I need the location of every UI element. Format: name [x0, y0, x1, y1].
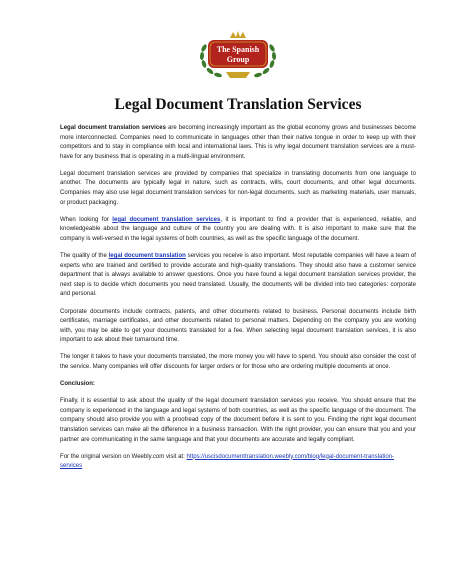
company-logo [60, 28, 416, 82]
conclusion-paragraph: Finally, it is essential to ask about the quality of the legal document translation services you receive. You should ensure that the company is experienced in the language and legal systems of both countries, as well as the specific language of the document. The company should also provide you with a proofread copy of the document before it is sent to you. Finding the right legal document translation services can make all the difference in a business transaction. With the right provider, you can ensure that you and your partner are communicating in the same language and that your documents are accurate and legally compliant. [60, 398, 416, 443]
body-paragraph: The longer it takes to have your documents translated, the more money you will have to spend. You should also consider the cost of the service. Many companies will offer discounts for larger orders or for those who are ordering multiple documents at once. [60, 354, 416, 370]
body-paragraph [60, 252, 416, 300]
crown-icon [230, 31, 246, 38]
body-paragraph: Legal document translation services are provided by companies that specialize in translating documents from one language to another. The documents are typically legal in nature, such as contracts, wills, court documents, and other legal documents. Companies may also use legal document translation services for non-legal documents, such as marketing materials, user manuals, or product packaging. [60, 170, 416, 206]
spanish-group-logo-icon [190, 28, 286, 82]
legal-document-translation-link[interactable]: legal document translation [108, 253, 186, 260]
logo-line2: Group [226, 55, 250, 64]
source-paragraph [60, 453, 416, 472]
page-title: Legal Document Translation Services [114, 96, 362, 113]
body-paragraph: Corporate documents include contracts, patents, and other documents related to business. Personal documents include birth certificates, marriage certificates, and other documents related to personal matters. Depending on the company you are working with, you may be able to get your documents translated for a fee. When selecting legal document translation services, it is also important to ask about their turnaround time. [60, 308, 416, 344]
intro-paragraph [60, 124, 416, 162]
paragraph-text: The quality of the [60, 253, 109, 260]
conclusion-heading: Conclusion: [60, 381, 95, 388]
paragraph-text: When looking for [60, 216, 113, 223]
logo-line1: The Spanish [216, 45, 260, 54]
legal-document-translation-services-link[interactable]: legal document translation services [112, 216, 221, 223]
weebly-source-link[interactable]: https://uscisdocumenttranslation.weebly.com/blog/legal-document-translation-services [60, 453, 395, 470]
paragraph-text: , it is important to find a provider that is experienced, reliable, and knowledgeable about the language and culture of the country you are dealing with. It is also important to make sure that the company is well-versed in the legal systems of both countries, as well as the specific language of the document. [60, 216, 416, 242]
intro-text: are becoming increasingly important as the global economy grows and businesses become more interconnected. Companies need to communicate in languages other than their native tongue in order to keep up with their competitors and to stay in compliance with local and international laws. This is why legal document translation services are a must-have for any business that is operating in a multi-lingual environment. [60, 125, 416, 160]
intro-lead: Legal document translation services [60, 125, 166, 131]
paragraph-text: For the original version on Weebly.com visit at: [60, 453, 187, 460]
body-paragraph [60, 216, 416, 245]
paragraph-text: services you receive is also important. Most reputable companies will have a team of experts who are trained and certified to provide accurate and high-quality translations. They should also have a customer service department that is always available to answer questions. Once you have found a legal document translation services provider, the next step is to decide which documents you need translated. Usually, the documents will be divided into two categories: corporate and personal. [60, 253, 416, 298]
